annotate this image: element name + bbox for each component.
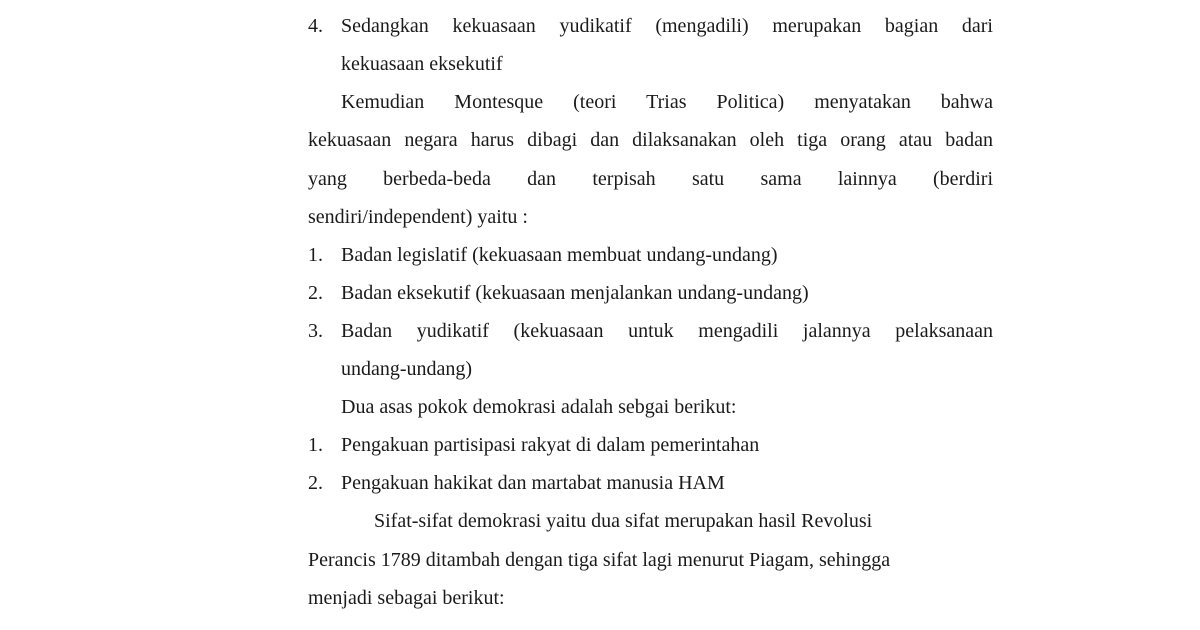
paragraph-line: Sifat-sifat demokrasi yaitu dua sifat merupakan hasil Revolusi bbox=[374, 510, 873, 532]
list-number: 2. bbox=[308, 472, 323, 494]
list-item-text: Sedangkan kekuasaan yudikatif (mengadili) merupakan bagian dari bbox=[341, 15, 993, 37]
list-item-text: Pengakuan partisipasi rakyat di dalam pemerintahan bbox=[341, 434, 760, 456]
list-item-text: kekuasaan eksekutif bbox=[341, 53, 503, 75]
paragraph-line: yang berbeda-beda dan terpisah satu sama lainnya (berdiri bbox=[308, 168, 993, 190]
list-number: 3. bbox=[308, 320, 323, 342]
paragraph-line: sendiri/independent) yaitu : bbox=[308, 206, 528, 228]
list-number: 4. bbox=[308, 15, 323, 37]
paragraph-line: kekuasaan negara harus dibagi dan dilaksanakan oleh tiga orang atau badan bbox=[308, 129, 993, 151]
paragraph-line: Dua asas pokok demokrasi adalah sebgai berikut: bbox=[341, 396, 737, 418]
list-item-text: Badan legislatif (kekuasaan membuat undang-undang) bbox=[341, 244, 778, 266]
list-item-text: Badan yudikatif (kekuasaan untuk mengadili jalannya pelaksanaan bbox=[341, 320, 993, 342]
paragraph-line: Kemudian Montesque (teori Trias Politica) menyatakan bahwa bbox=[341, 91, 993, 113]
paragraph-line: Perancis 1789 ditambah dengan tiga sifat lagi menurut Piagam, sehingga bbox=[308, 549, 891, 571]
list-item-text: undang-undang) bbox=[341, 358, 473, 380]
list-number: 2. bbox=[308, 282, 323, 304]
list-number: 1. bbox=[308, 434, 323, 456]
list-item-text: Badan eksekutif (kekuasaan menjalankan undang-undang) bbox=[341, 282, 809, 304]
list-number: 1. bbox=[308, 244, 323, 266]
paragraph-line: menjadi sebagai berikut: bbox=[308, 587, 505, 609]
list-item-text: Pengakuan hakikat dan martabat manusia HAM bbox=[341, 472, 725, 494]
